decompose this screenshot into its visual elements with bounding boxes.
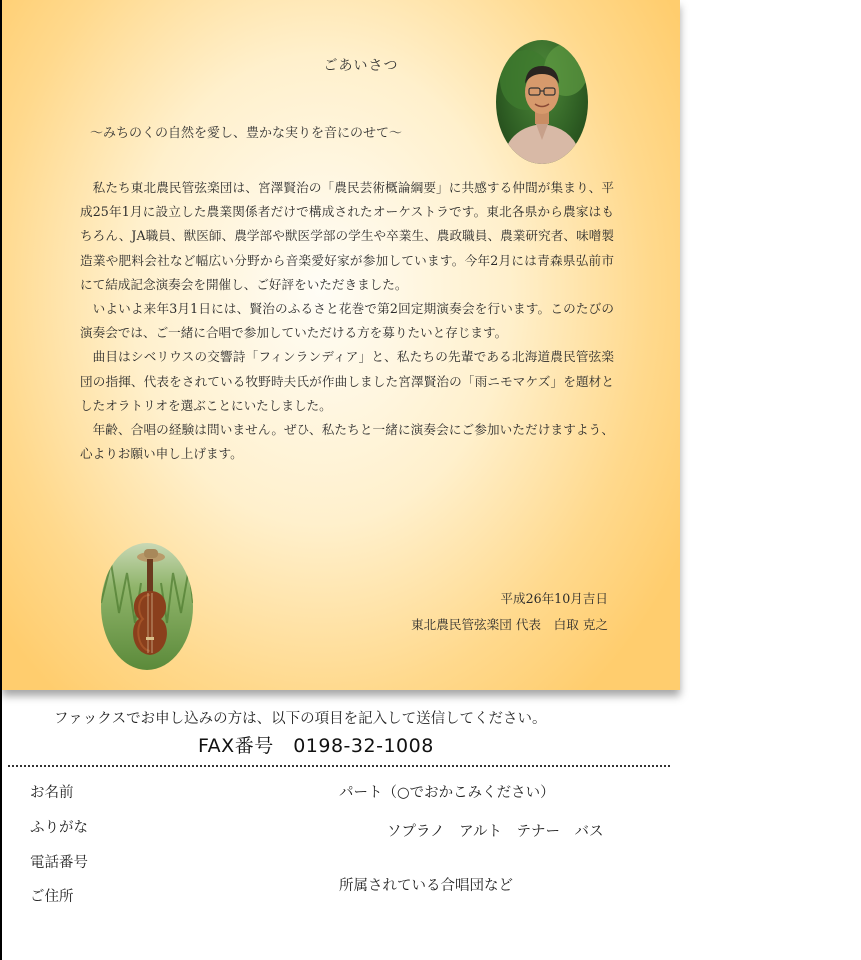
- fax-instruction: ファックスでお申し込みの方は、以下の項目を記入して送信してください。: [54, 711, 547, 727]
- dotted-cut-line: [8, 765, 670, 767]
- body-paragraph: 私たち東北農民管弦楽団は、宮澤賢治の「農民芸術概論綱要」に共感する仲間が集まり、平成25年1月に設立した農業関係者だけで構成されたオーケストラです。東北各県から農家はもちろん、JA職員、獣医師、農学部や獣医学部の学生や卒業生、農政職員、農業研究者、味噌製造業や肥料会社など幅広い分野から音楽愛好家が参加しています。今年2月には青森県弘前市にて結成記念演奏会を開催し、ご好評をいただきました。: [80, 180, 614, 292]
- fax-number: FAX番号 0198-32-1008: [198, 735, 434, 757]
- part-label: パート（○でおかこみください）: [339, 785, 555, 801]
- letter-date: 平成26年10月吉日: [500, 591, 608, 606]
- letter-subtitle: ～みちのくの自然を愛し、豊かな実りを音にのせて～: [90, 126, 403, 141]
- body-paragraph: いよいよ来年3月1日には、賢治のふるさと花巻で第2回定期演奏会を行います。このたびの演奏会では、ご一緒に合唱で参加していただける方を募りたいと存じます。: [80, 301, 614, 341]
- greeting-letter: [2, 0, 680, 690]
- body-paragraph: 曲目はシベリウスの交響詩「フィンランディア」と、私たちの先輩である北海道農民管弦楽団の指揮、代表をされている牧野時夫氏が作曲しました宮澤賢治の「雨ニモマケズ」を題材としたオラトリオを選ぶことにいたしました。: [80, 349, 614, 413]
- letter-signature: 東北農民管弦楽団 代表 白取 克之: [411, 617, 608, 632]
- part-options: ソプラノ アルト テナー バス: [387, 824, 604, 840]
- field-phone-label: 電話番号: [30, 855, 88, 871]
- representative-portrait-photo: [496, 40, 588, 164]
- violin-in-field-photo: [101, 543, 193, 670]
- letter-body: [80, 176, 614, 466]
- body-paragraph: 年齢、合唱の経験は問いません。ぜひ、私たちと一緒に演奏会にご参加いただけますよう、心よりお願い申し上げます。: [80, 422, 614, 462]
- field-furigana-label: ふりがな: [30, 820, 88, 836]
- field-name-label: お名前: [30, 785, 74, 801]
- choir-affiliation-label: 所属されている合唱団など: [339, 878, 513, 894]
- field-address-label: ご住所: [30, 889, 74, 905]
- letter-heading: ごあいさつ: [323, 58, 399, 74]
